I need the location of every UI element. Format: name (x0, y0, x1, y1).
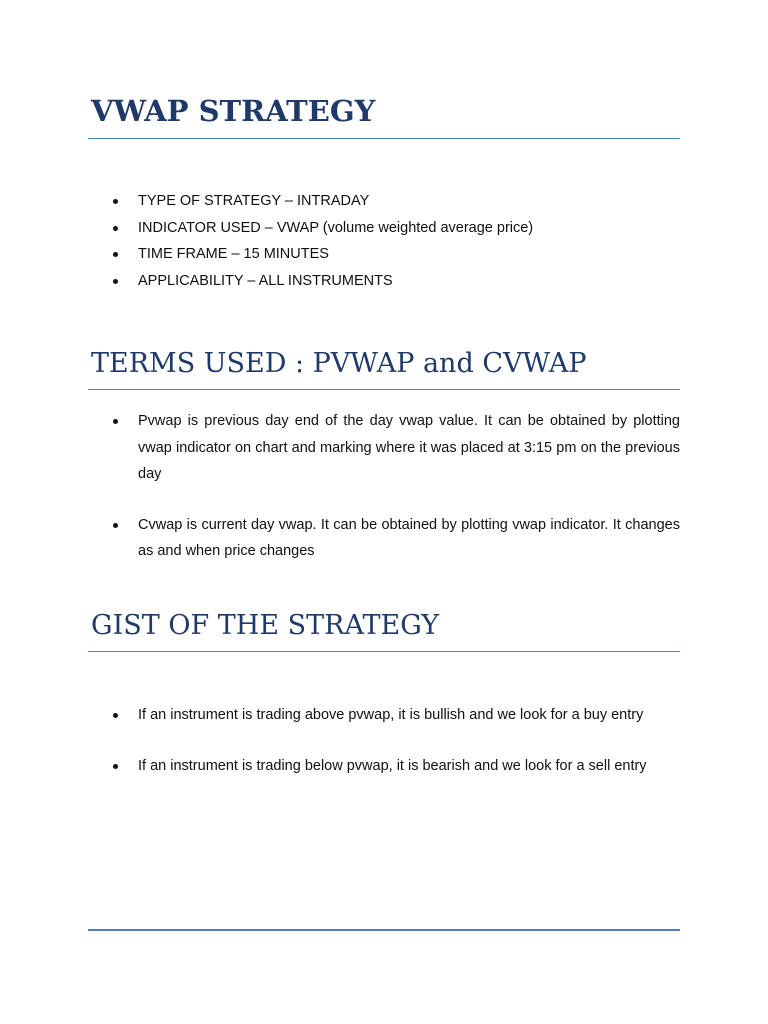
title-divider (88, 138, 680, 139)
terms-divider (88, 389, 680, 390)
bullet-icon (113, 226, 118, 231)
gist-list (108, 702, 680, 803)
terms-list (108, 408, 680, 589)
bullet-icon (113, 279, 118, 284)
list-item: TIME FRAME – 15 MINUTES (108, 241, 680, 268)
gist-divider (88, 651, 680, 652)
bullet-icon (113, 419, 118, 424)
list-item: If an instrument is trading above pvwap, it is bullish and we look for a buy entry (108, 702, 680, 729)
terms-heading: TERMS USED : PVWAP and CVWAP (91, 348, 587, 379)
bullet-icon (113, 523, 118, 528)
list-item: If an instrument is trading below pvwap, it is bearish and we look for a sell entry (108, 753, 680, 780)
list-item: APPLICABILITY – ALL INSTRUMENTS (108, 268, 680, 295)
overview-list (108, 188, 680, 294)
list-item: Pvwap is previous day end of the day vwap value. It can be obtained by plotting vwap indicator on chart and marking where it was placed at 3:15 pm on the previous day (108, 408, 680, 488)
bullet-icon (113, 252, 118, 257)
bullet-icon (113, 713, 118, 718)
gist-heading: GIST OF THE STRATEGY (91, 610, 440, 641)
list-item: TYPE OF STRATEGY – INTRADAY (108, 188, 680, 215)
list-item: Cvwap is current day vwap. It can be obtained by plotting vwap indicator. It changes as and when price changes (108, 512, 680, 565)
bullet-icon (113, 764, 118, 769)
footer-divider (88, 929, 680, 931)
list-item: INDICATOR USED – VWAP (volume weighted average price) (108, 215, 680, 242)
document-title: VWAP STRATEGY (91, 94, 376, 128)
bullet-icon (113, 199, 118, 204)
